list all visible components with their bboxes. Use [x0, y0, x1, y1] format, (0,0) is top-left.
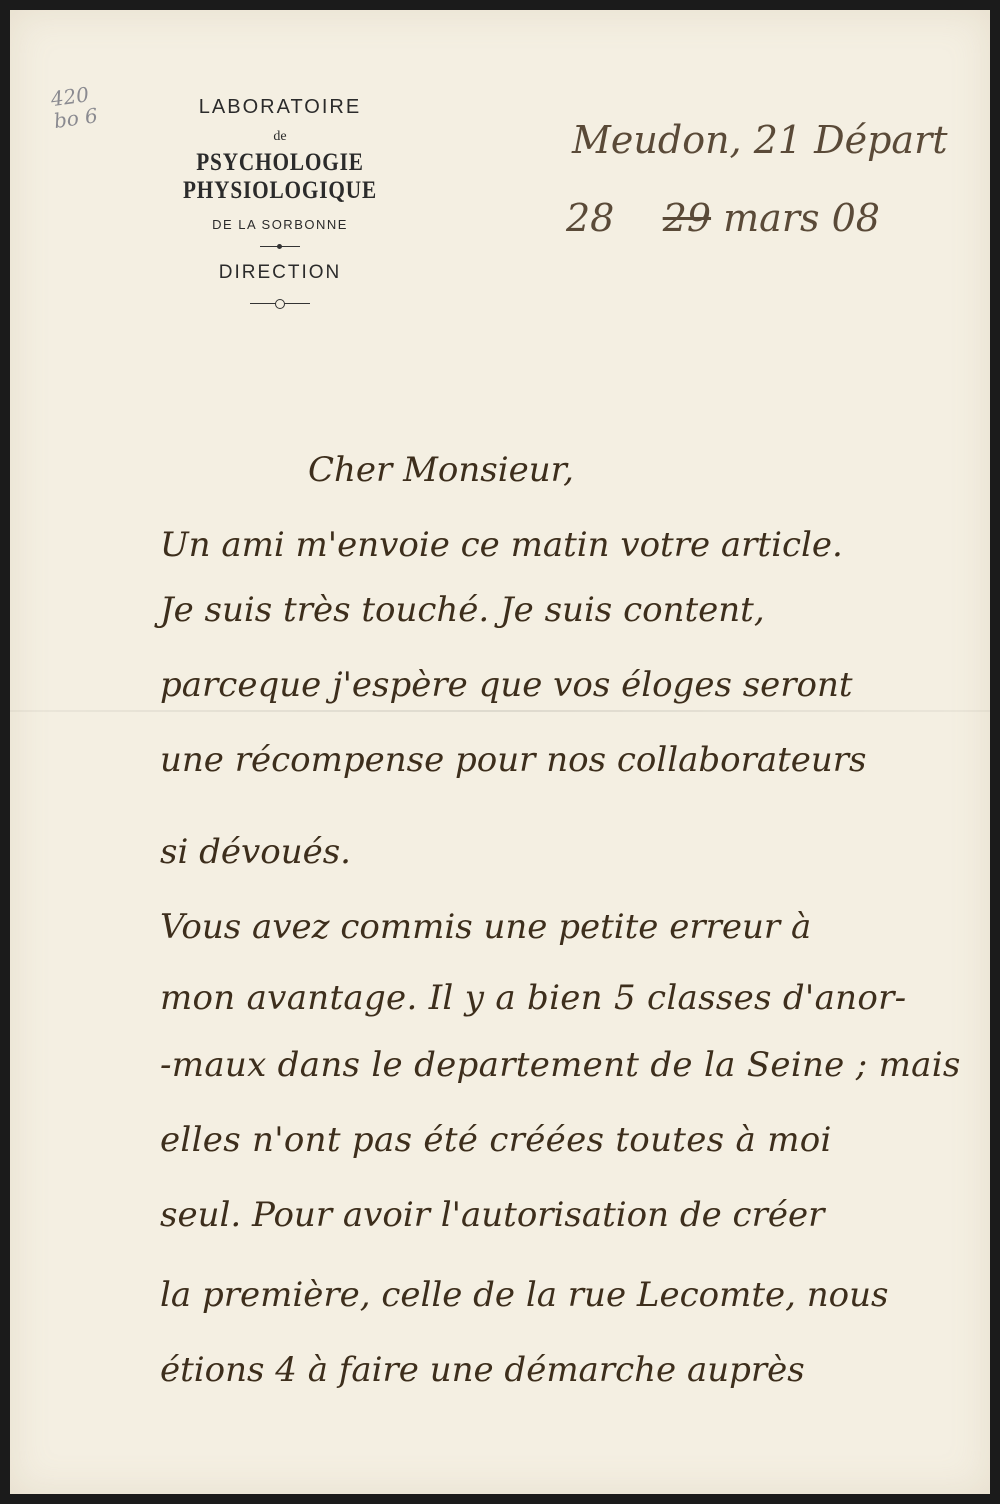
- body-line: -maux dans le departement de la Seine ; mais: [160, 1045, 961, 1085]
- letterhead-direction: DIRECTION: [218, 262, 342, 283]
- letterhead-de: de: [273, 129, 287, 144]
- date-day-struck: 29: [662, 196, 712, 240]
- body-line: parceque j'espère que vos éloges seront: [160, 665, 853, 705]
- body-line: si dévoués.: [160, 832, 351, 872]
- letterhead-psychologie: PSYCHOLOGIE PHYSIOLOGIQUE: [182, 149, 378, 204]
- salutation: Cher Monsieur,: [308, 450, 574, 490]
- body-line: Un ami m'envoie ce matin votre article.: [160, 525, 843, 565]
- ornament-divider: [250, 298, 310, 310]
- body-line: étions 4 à faire une démarche auprès: [160, 1350, 805, 1390]
- date-place: Meudon, 21 Départ: [572, 118, 948, 162]
- body-line: Je suis très touché. Je suis content,: [160, 590, 765, 630]
- letterhead-sorbonne: DE LA SORBONNE: [212, 217, 348, 232]
- paper-fold: [10, 710, 990, 712]
- body-line: mon avantage. Il y a bien 5 classes d'anor-: [160, 978, 907, 1018]
- date-day: 28: [566, 196, 615, 240]
- ornament-divider: [260, 242, 300, 252]
- body-line: Vous avez commis une petite erreur à: [160, 907, 812, 947]
- letterhead-laboratoire: LABORATOIRE: [198, 96, 362, 118]
- letter-sheet: [10, 10, 990, 1494]
- pencil-note-line: 420: [49, 82, 91, 112]
- body-line: elles n'ont pas été créées toutes à moi: [160, 1120, 832, 1160]
- date-line: [566, 196, 880, 240]
- body-line: la première, celle de la rue Lecomte, nous: [160, 1275, 889, 1315]
- body-line: une récompense pour nos collaborateurs: [160, 740, 867, 780]
- pencil-note-line: bo 6: [52, 103, 100, 134]
- letterhead: [70, 96, 490, 310]
- date-month-year: mars 08: [723, 196, 880, 240]
- body-line: seul. Pour avoir l'autorisation de créer: [160, 1195, 825, 1235]
